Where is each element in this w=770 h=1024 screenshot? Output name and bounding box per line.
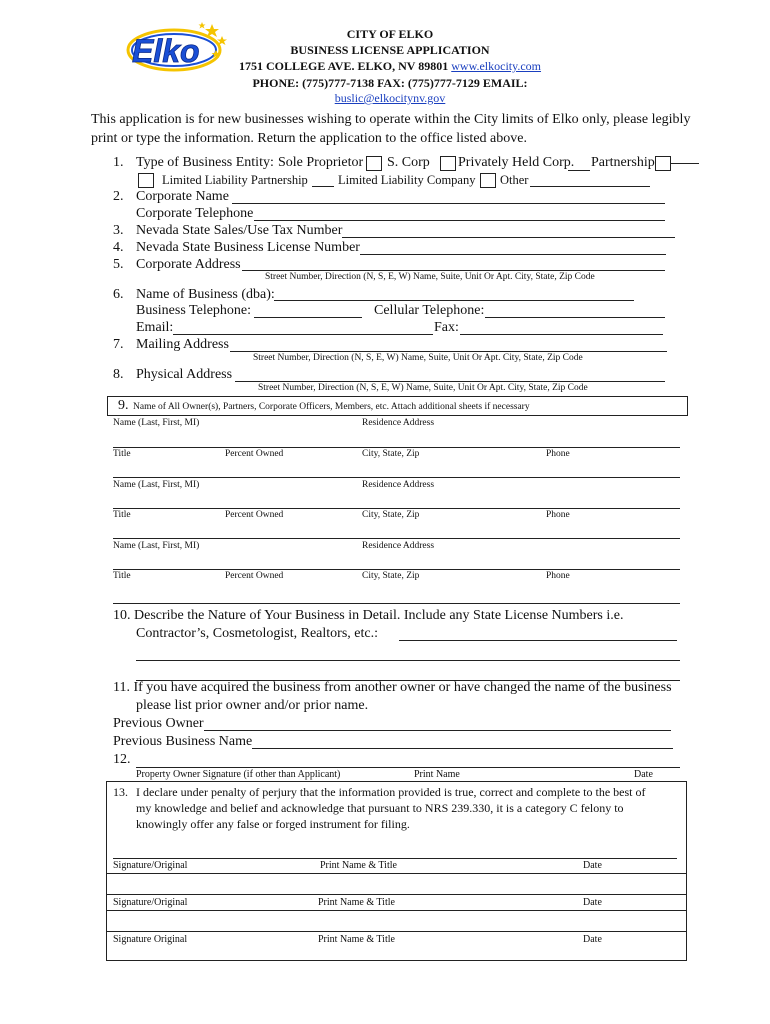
- q4-number: 4.: [113, 240, 124, 255]
- fax-label: Fax:: [434, 320, 459, 335]
- signature-label: Signature/Original: [113, 860, 188, 871]
- fax-field[interactable]: [460, 334, 663, 335]
- owner-city-label: City, State, Zip: [362, 510, 420, 520]
- private-corp-blank[interactable]: [568, 170, 590, 171]
- other-field[interactable]: [530, 186, 650, 187]
- q12-number: 12.: [113, 752, 131, 767]
- owner-name-address-field[interactable]: [113, 569, 680, 570]
- header-contact-line: [200, 76, 580, 106]
- state-license-label: Nevada State Business License Number: [136, 240, 360, 255]
- q1-other-label: Other: [500, 173, 529, 187]
- owner-city-label: City, State, Zip: [362, 571, 420, 581]
- business-phone-field[interactable]: [254, 317, 362, 318]
- previous-owner-field[interactable]: [204, 730, 671, 731]
- corporate-address-hint: Street Number, Direction (N, S, E, W) Name, Suite, Unit Or Apt. City, State, Zip Code: [265, 272, 595, 282]
- q13-number: 13.: [113, 785, 128, 799]
- q1-scorp-label: S. Corp: [387, 155, 430, 170]
- owner-phone-label: Phone: [546, 510, 570, 520]
- owner-address-label: Residence Address: [362, 480, 435, 490]
- business-phone-label: Business Telephone:: [136, 303, 252, 318]
- signature-field-2[interactable]: [106, 894, 687, 895]
- cell-phone-field[interactable]: [485, 317, 665, 318]
- mailing-address-hint: Street Number, Direction (N, S, E, W) Name, Suite, Unit Or Apt. City, State, Zip Code: [253, 353, 583, 363]
- q1-partnership-label: Partnership: [591, 155, 655, 170]
- previous-business-field[interactable]: [252, 748, 673, 749]
- mailing-address-field[interactable]: [230, 351, 667, 352]
- previous-business-label: Previous Business Name: [113, 734, 253, 749]
- property-owner-print-label: Print Name: [414, 769, 460, 780]
- email-label: Email:: [136, 320, 174, 335]
- business-nature-field-1[interactable]: [399, 640, 677, 641]
- scorp-checkbox[interactable]: [440, 156, 456, 171]
- physical-address-label: Physical Address: [136, 367, 233, 382]
- llp-blank[interactable]: [312, 186, 334, 187]
- owner-title-label: Title: [113, 571, 131, 581]
- owner-percent-label: Percent Owned: [225, 571, 284, 581]
- q5-number: 5.: [113, 257, 124, 272]
- q1-llc-label: Limited Liability Company: [338, 173, 476, 187]
- q1-private-label: Privately Held Corp.: [458, 155, 575, 170]
- owner-name-label: Name (Last, First, MI): [113, 541, 200, 551]
- owners-header-label: Name of All Owner(s), Partners, Corporate Officers, Members, etc. Attach additional sheets if necessary: [133, 402, 530, 412]
- dba-field[interactable]: [274, 300, 634, 301]
- header-city: CITY OF ELKO: [346, 27, 434, 41]
- owner-phone-label: Phone: [546, 571, 570, 581]
- print-name-label: Print Name & Title: [318, 897, 395, 908]
- owner-title-field[interactable]: [113, 477, 680, 478]
- property-owner-signature-field[interactable]: [136, 767, 680, 768]
- q1-llp-label: Limited Liability Partnership: [162, 173, 308, 187]
- q11-line2: please list prior owner and/or prior name.: [136, 698, 369, 713]
- llp-checkbox[interactable]: [138, 173, 154, 188]
- property-owner-date-label: Date: [634, 769, 653, 780]
- cell-phone-label: Cellular Telephone:: [374, 303, 485, 318]
- q7-number: 7.: [113, 337, 124, 352]
- partnership-checkbox[interactable]: [655, 156, 671, 171]
- owner-title-field[interactable]: [113, 538, 680, 539]
- email-link[interactable]: buslic@elkocitynv.gov: [334, 91, 446, 105]
- q2-number: 2.: [113, 189, 124, 204]
- state-license-field[interactable]: [360, 254, 666, 255]
- header-title: BUSINESS LICENSE APPLICATION: [290, 43, 490, 57]
- mailing-address-label: Mailing Address: [136, 337, 229, 352]
- print-name-label: Print Name & Title: [318, 934, 395, 945]
- tax-number-field[interactable]: [342, 237, 675, 238]
- declaration-line-2: my knowledge and belief and acknowledge that pursuant to NRS 239.330, it is a category C felony to: [136, 801, 624, 815]
- business-nature-field-2[interactable]: [136, 660, 680, 661]
- signature-field-1[interactable]: [113, 858, 677, 859]
- header-address-line: [200, 59, 580, 74]
- website-link[interactable]: www.elkocity.com: [451, 59, 542, 73]
- corporate-address-field[interactable]: [242, 270, 665, 271]
- declaration-line-1: I declare under penalty of perjury that the information provided is true, correct and complete to the best of: [136, 785, 646, 799]
- owner-title-label: Title: [113, 449, 131, 459]
- q11-line1: 11. If you have acquired the business from another owner or have changed the name of the business: [113, 680, 672, 695]
- signature-label: Signature/Original: [113, 897, 188, 908]
- signature-field-3[interactable]: [106, 931, 687, 932]
- owner-percent-label: Percent Owned: [225, 510, 284, 520]
- q3-number: 3.: [113, 223, 124, 238]
- property-owner-signature-label: Property Owner Signature (if other than Applicant): [136, 769, 341, 780]
- signature-label: Signature Original: [113, 934, 188, 945]
- print-name-label: Print Name & Title: [320, 860, 397, 871]
- owner-title-field[interactable]: [113, 603, 680, 604]
- header-address: 1751 COLLEGE AVE. ELKO, NV 89801: [238, 59, 449, 73]
- q9-number: 9.: [118, 398, 129, 413]
- q10-line1: 10. Describe the Nature of Your Business in Detail. Include any State License Numbers i.e.: [113, 608, 624, 623]
- llc-checkbox[interactable]: [480, 173, 496, 188]
- previous-owner-label: Previous Owner: [113, 716, 204, 731]
- corporate-phone-label: Corporate Telephone: [136, 206, 254, 221]
- corporate-phone-field[interactable]: [254, 220, 665, 221]
- owner-title-label: Title: [113, 510, 131, 520]
- logo-text: Elko: [132, 33, 200, 69]
- corporate-name-field[interactable]: [232, 203, 665, 204]
- sole-proprietor-checkbox[interactable]: [366, 156, 382, 171]
- row-divider: [106, 910, 687, 911]
- owner-phone-label: Phone: [546, 449, 570, 459]
- owner-address-label: Residence Address: [362, 541, 435, 551]
- owner-name-label: Name (Last, First, MI): [113, 480, 200, 490]
- physical-address-field[interactable]: [235, 381, 665, 382]
- owner-name-label: Name (Last, First, MI): [113, 418, 200, 428]
- owner-address-label: Residence Address: [362, 418, 435, 428]
- date-label: Date: [583, 897, 602, 908]
- email-field[interactable]: [173, 334, 433, 335]
- partnership-blank: [671, 163, 699, 164]
- corporate-address-label: Corporate Address: [136, 257, 241, 272]
- corporate-name-label: Corporate Name: [136, 189, 229, 204]
- date-label: Date: [583, 860, 602, 871]
- owner-name-address-field[interactable]: [113, 447, 680, 448]
- q1-number: 1.: [113, 155, 124, 170]
- physical-address-hint: Street Number, Direction (N, S, E, W) Name, Suite, Unit Or Apt. City, State, Zip Code: [258, 383, 588, 393]
- row-divider: [106, 873, 687, 874]
- header-contact: PHONE: (775)777-7138 FAX: (775)777-7129 EMAIL:: [252, 76, 528, 90]
- owner-percent-label: Percent Owned: [225, 449, 284, 459]
- q8-number: 8.: [113, 367, 124, 382]
- q10-line2: Contractor’s, Cosmetologist, Realtors, etc.:: [136, 626, 378, 641]
- intro-text: This application is for new businesses wishing to operate within the City limits of Elko only, please legibly print or type the information. Return the application to the office listed above.: [91, 112, 691, 146]
- declaration-line-3: knowingly offer any false or forged instrument for filing.: [136, 817, 410, 831]
- date-label: Date: [583, 934, 602, 945]
- q6-number: 6.: [113, 287, 124, 302]
- q1-sole-label: Sole Proprietor: [278, 155, 364, 170]
- owner-city-label: City, State, Zip: [362, 449, 420, 459]
- q1-label: Type of Business Entity:: [136, 155, 274, 170]
- tax-number-label: Nevada State Sales/Use Tax Number: [136, 223, 343, 238]
- dba-label: Name of Business (dba):: [136, 287, 275, 302]
- owner-name-address-field[interactable]: [113, 508, 680, 509]
